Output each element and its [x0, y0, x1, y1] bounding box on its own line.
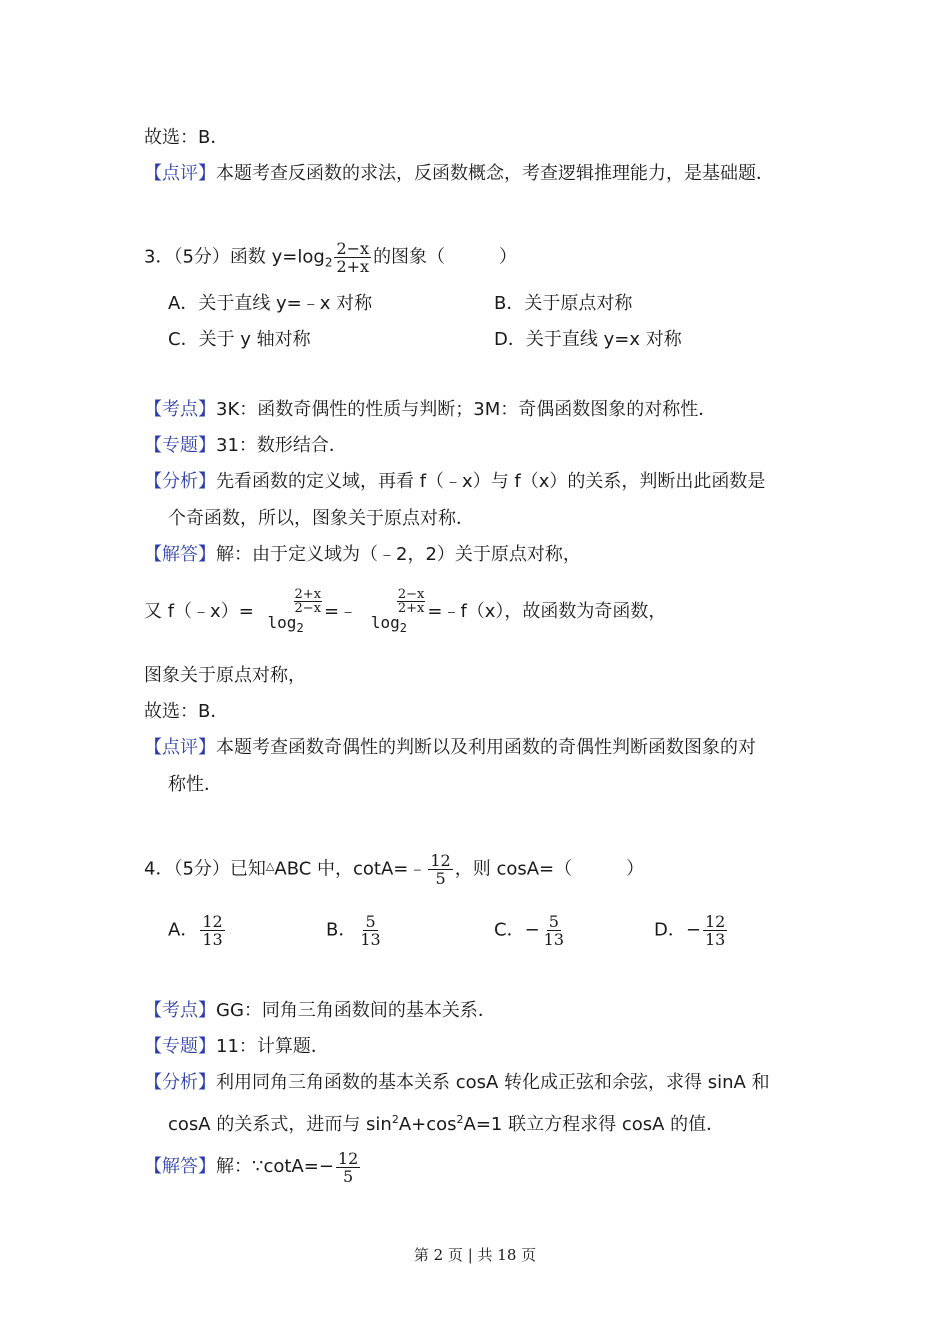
q4-fenxi-cont: cosA 的关系式，进而与 $\sin^2A+\cos^2A=1$ 联立方程求得 cosA 的值．: [168, 1113, 725, 1135]
comment-line: 【点评】本题考查反函数的求法，反函数概念，考查逻辑推理能力，是基础题．: [144, 163, 774, 184]
q4-kaodian: 【考点】GG：同角三角函数间的基本关系．: [144, 1000, 496, 1021]
q3-equation: 又 f（﹣x）= 2+x 2−x $\log_2$ =﹣ 2−x 2+x $\log_2$ =﹣f（x），故函数为奇函数，: [144, 587, 667, 635]
q3-option-d: D．关于直线 y=x 对称: [494, 329, 682, 350]
log-expression-2: 2−x 2+x $\log_2$: [370, 587, 425, 635]
q3-option-b: B．关于原点对称: [494, 293, 633, 314]
q3-option-c: C．关于 y 轴对称: [168, 329, 311, 350]
q4-option-b: B． $\frac{5}{13}$: [326, 912, 381, 949]
q4-cot-fraction: $\frac{12}{5}$: [430, 851, 451, 888]
q3-answer: 故选：B．: [144, 701, 229, 722]
page-footer: 第 2 页 | 共 18 页: [413, 1246, 537, 1264]
q4-jieda: 【解答】解：∵cotA=− $\frac{12}{5}$: [144, 1148, 359, 1186]
q3-fraction: $\frac{2-x}{2+x}$: [336, 239, 370, 276]
q4-stem: 4．（5分）已知△ABC 中，cotA=﹣ $\frac{12}{5}$ ，则 cosA=（ ）: [144, 851, 645, 888]
q3-jieda: 【解答】解：由于定义域为（﹣2，2）关于原点对称，: [144, 544, 581, 565]
q3-fenxi-cont: 个奇函数，所以，图象关于原点对称．: [168, 508, 474, 529]
q3-symmetry-line: 图象关于原点对称，: [144, 665, 306, 686]
log-expression-1: 2+x 2−x $\log_2$: [267, 587, 322, 635]
q3-stem: 3．（5分）函数 $y=\log_2$ $\frac{2-x}{2+x}$ 的图象（ ）: [144, 239, 518, 276]
answer-line: 故选：B．: [144, 127, 229, 148]
q3-option-a: A．关于直线 y=﹣x 对称: [168, 293, 373, 314]
q4-option-c: C．− $\frac{5}{13}$: [494, 912, 565, 949]
q3-dianping: 【点评】本题考查函数奇偶性的判断以及利用函数的奇偶性判断函数图象的对: [144, 737, 756, 758]
q4-fenxi: 【分析】利用同角三角函数的基本关系 cosA 转化成正弦和余弦，求得 sinA 和: [144, 1072, 770, 1093]
q4-option-a: A． $\frac{12}{13}$: [168, 912, 223, 949]
q3-dianping-cont: 称性．: [168, 774, 222, 795]
triangle-symbol: △: [265, 859, 275, 873]
q3-kaodian: 【考点】3K：函数奇偶性的性质与判断；3M：奇偶函数图象的对称性．: [144, 399, 717, 420]
q3-zhuanti: 【专题】31：数形结合．: [144, 435, 347, 456]
q4-option-d: D．− $\frac{12}{13}$: [654, 912, 726, 949]
q4-zhuanti: 【专题】11：计算题．: [144, 1036, 329, 1057]
comment-tag: 【点评】: [144, 163, 216, 184]
q3-fenxi: 【分析】先看函数的定义域，再看 f（﹣x）与 f（x）的关系，判断出此函数是: [144, 471, 766, 492]
